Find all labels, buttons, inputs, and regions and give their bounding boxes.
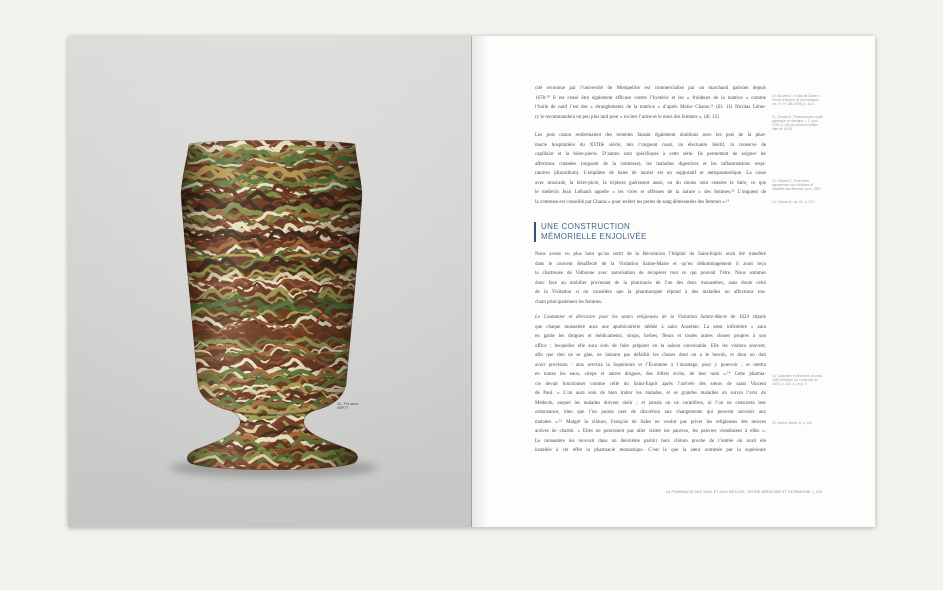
heading-line: UNE CONSTRUCTION [541, 222, 631, 231]
text-line: avoir provision : ains avertira la Supérieure et l’Économe à l’avantage, pour y pourvoir ; et mettra [535, 362, 766, 368]
text-line: afin que rien ne se gâte, ne laissant pas défaillir les choses dont on a le besoin, et dont on doit [535, 353, 766, 358]
running-title: LA PHARMACIE DES XVIIe ET XIXe SIÈCLES : ENTRE MÉDECINE ET PATRIMOINE [665, 490, 811, 494]
text-line: Les pots canon renfermaient des remèdes faisant également doublons avec les pots de la phar- [535, 133, 766, 138]
footnote-14: 14. Coutumier et directoire, Annecy, 1628 (réédition du Coutumier de 1624), p. 123, § 4 et p. 9. [772, 374, 823, 386]
figure-caption [337, 402, 358, 410]
caption-inventory: SMP 77 [337, 406, 349, 410]
text-line: actives de charité. « Elles ne pourraient pas aller visiter les pauvres, les pauvres viendraient à elles ». [535, 429, 766, 434]
text-line: affections cutanées (onguent de la comtesse), les maladies digestives et les inflammations respi- [535, 161, 766, 167]
text-line: ry le recommandera un peu plus tard pour « exciter l’urine et le mois des femmes ». (ill. 12) [535, 114, 719, 120]
text-line: installée à cet effet la pharmacie monastique. C’est là que la sœur nommée par la supérieure [535, 448, 766, 453]
text-line: Le monastère les recevait dans un deuxième parloir hors clôture proche de l’entrée où avait été [535, 438, 766, 444]
text-line: en toutes les eaux, sirops et autres drogues, des billets écrits, de leur nom ».¹⁴ Cette pharma- [535, 372, 766, 377]
heading-line: MÉMORIELLE ENJOLIVÉE [541, 231, 647, 241]
book-spread [68, 36, 875, 527]
footnote-10: 10. Bouvet M., « Lista de Galien », Revue d’histoire de la pharmacie, vol. 27, n° 185 (1936), p. 5-11. [772, 94, 821, 106]
text-line [535, 313, 766, 323]
gutter-shadow [472, 36, 488, 527]
text-line: macie hospitalière du XVIIIe siècle, tels l’onguent rosat, un électuaire lénitif, la conserve de [535, 142, 766, 148]
text-line: ratoires (diacodium). L’emplâtre de baies de laurier est un suppuratif et antispasmodique. La casse [535, 171, 766, 176]
paragraph-4 [535, 313, 766, 456]
left-page-photo [68, 36, 472, 527]
text-line: donc face au mobilier provenant de la pharmacie de l’un des deux monastères, sans doute celui [535, 280, 766, 286]
text-line: avec muscade, la hière-picre, la triphera guérissent aussi, ou du moins sont censées le faire, ce que [535, 180, 766, 186]
text-line: en garde les drogues et médicaments, sirops, herbes, fleurs et toutes autres choses propres à son [535, 334, 766, 339]
caption-label: 18 – Pot canon [337, 402, 359, 406]
text-line: de Paul. « L’on aura soin de bien traiter les malades, et es grandes maladies on suivra l’avis du [535, 391, 766, 396]
text-line: cité reconnue par l’université de Montpellier est commercialisé par un marchand parisien depuis [535, 86, 766, 91]
right-page [472, 36, 875, 527]
text-line: Nous avons vu plus haut qu’au sortir de la Révolution l’hôpital du Saint-Esprit avait été transféré [535, 252, 766, 257]
text-line: que chaque monastère aura une apothicairerie dédiée à saint Anselme. La sœur infirmière « aura [535, 324, 766, 330]
footer-separator: | [812, 490, 814, 494]
running-footer [666, 490, 822, 495]
text-line: office ; lesquelles elle aura soin de faire préparer en la saison convenable. Elle les visitera souvent, [535, 343, 766, 349]
text-line: le médecin Jean Liébault appelle « les vices et offenses de la nature » des femmes.¹² L’onguent de [535, 190, 766, 195]
text-line: Médecin, auquel les malades doivent obéir ; et jamais on ne contrôlera, ni l’on ne censurera leur [535, 400, 766, 406]
footnote-15: 15. Ibidem, article IX, p. 145. [772, 421, 813, 425]
heading-accent-bar [534, 222, 536, 242]
paragraph-1 [535, 84, 766, 122]
text-line: ordonnance, bien que l’on puisse user de discrétion aux changements qui peuvent survenir aux [535, 410, 766, 415]
paragraph-2 [535, 131, 766, 207]
text-line: dans le couvent désaffecté de la Visitation Sainte-Marie et qu’en dédommagement il avait reçu [535, 261, 766, 267]
text-line: la comtesse est conseillé par Charas « pour arrêter les pertes de sang démesurées des femmes ».¹³ [535, 199, 730, 205]
pot-canon-vase-image [68, 36, 472, 527]
footnote-12: 12. Liébault J., Trois livres appartenans aux infirmitez et maladies des femmes, Lyon, 1597. [772, 179, 822, 191]
text-run: de 1624 stipule [726, 315, 766, 320]
text-line: capillaire et la bière-pierre. D’autres sont spécifiques à cette série. Ils permettent de soigner les [535, 152, 766, 157]
footnote-13: 13. Charas M., op. cit., p. 274. [772, 200, 815, 204]
text-line: 1678.¹⁰ Il est censé être également efficace contre l’hystérie et les « froideurs de la matrice » comme [535, 95, 766, 101]
book-title-italic: Le Coutumier et directoire pour les sœurs religieuses de la Visitation Sainte-Marie [535, 315, 727, 320]
text-line: cie devait fonctionner comme celle du Saint-Esprit après l’arrivée des sœurs de saint Vincent [535, 381, 766, 387]
section-heading [541, 222, 647, 241]
text-line: chant principalement les femmes. [535, 299, 603, 305]
text-line: l’huile de nard l’est des « étranglements de la matrice » d’après Moïse Charas.¹¹ (ill. 11) Nicolas Léme- [535, 105, 766, 110]
footnote-11: 11. Charas M., Pharmacopée royale galénique et chimique, t. 1, Lyon, 1753, p. 165 (la première édition date de 1676). [772, 115, 823, 131]
paragraph-3 [535, 250, 766, 307]
text-line: malades ».¹⁵ Malgré la clôture, François de Sales ne voulut pas priver les religieuses des œuvres [535, 419, 766, 425]
text-line: de la Visitation si on considère que la pharmacopée répond à des maladies ou affections tou- [535, 290, 766, 295]
page-number: 129 [815, 490, 822, 494]
text-line: la chartreuse de Valbonne avec autorisation de récupérer tout ce qui pouvait l’être. Nous sommes [535, 271, 766, 276]
